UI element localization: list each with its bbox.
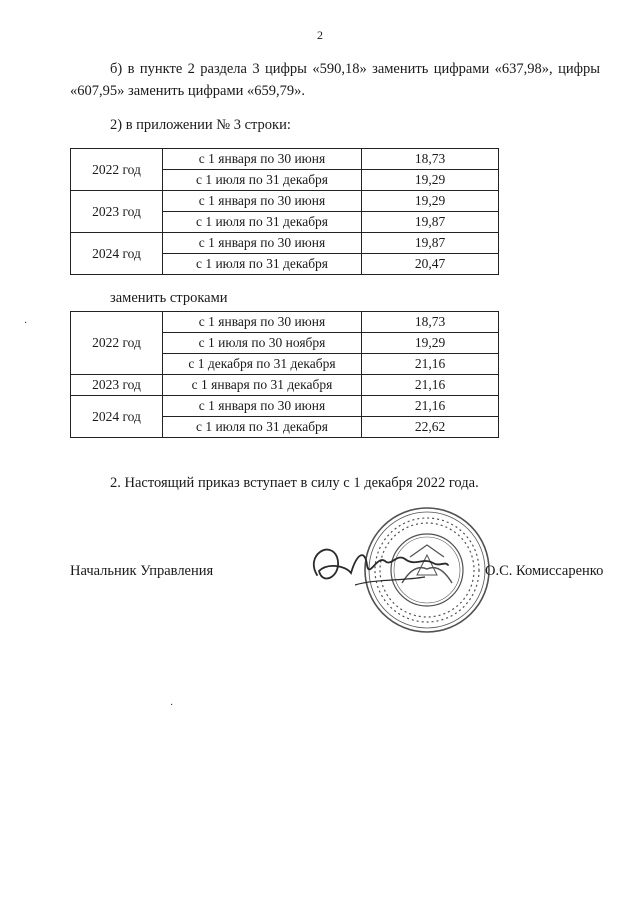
value-cell: 20,47 <box>362 254 499 275</box>
effective-date-clause: 2. Настоящий приказ вступает в силу с 1 декабря 2022 года. <box>110 475 479 491</box>
paragraph-b: б) в пункте 2 раздела 3 цифры «590,18» заменить цифрами «637,98», цифры «607,95» заменить цифрами «659,79». <box>70 61 600 99</box>
value-cell: 19,29 <box>362 191 499 212</box>
handwritten-signature <box>305 535 450 595</box>
value-cell: 22,62 <box>362 417 499 438</box>
signer-name: О.С. Комиссаренко <box>485 563 604 579</box>
year-cell: 2023 год <box>71 375 163 396</box>
year-cell: 2024 год <box>71 396 163 438</box>
stray-mark: · <box>24 318 28 329</box>
page-number: 2 <box>317 28 323 42</box>
period-cell: с 1 июля по 30 ноября <box>163 333 362 354</box>
value-cell: 19,29 <box>362 170 499 191</box>
replace-label: заменить строками <box>110 290 228 306</box>
value-cell: 19,29 <box>362 333 499 354</box>
period-cell: с 1 июля по 31 декабря <box>163 417 362 438</box>
old-rows-table <box>70 148 499 275</box>
table-row <box>71 375 499 396</box>
position-title: Начальник Управления <box>70 563 214 579</box>
year-cell: 2024 год <box>71 233 163 275</box>
period-cell: с 1 июля по 31 декабря <box>163 254 362 275</box>
table-row <box>71 191 499 212</box>
year-cell: 2023 год <box>71 191 163 233</box>
table-row <box>71 149 499 170</box>
period-cell: с 1 декабря по 31 декабря <box>163 354 362 375</box>
period-cell: с 1 июля по 31 декабря <box>163 212 362 233</box>
value-cell: 19,87 <box>362 233 499 254</box>
period-cell: с 1 января по 30 июня <box>163 233 362 254</box>
year-cell: 2022 год <box>71 149 163 191</box>
table-row <box>71 233 499 254</box>
new-rows-table <box>70 311 499 438</box>
table-row <box>71 396 499 417</box>
value-cell: 18,73 <box>362 149 499 170</box>
period-cell: с 1 января по 30 июня <box>163 312 362 333</box>
table-row <box>71 312 499 333</box>
period-cell: с 1 июля по 31 декабря <box>163 170 362 191</box>
value-cell: 18,73 <box>362 312 499 333</box>
year-cell: 2022 год <box>71 312 163 375</box>
period-cell: с 1 января по 30 июня <box>163 149 362 170</box>
stray-mark: · <box>170 700 174 711</box>
value-cell: 21,16 <box>362 396 499 417</box>
value-cell: 19,87 <box>362 212 499 233</box>
period-cell: с 1 января по 30 июня <box>163 191 362 212</box>
value-cell: 21,16 <box>362 375 499 396</box>
period-cell: с 1 января по 31 декабря <box>163 375 362 396</box>
period-cell: с 1 января по 30 июня <box>163 396 362 417</box>
paragraph-2: 2) в приложении № 3 строки: <box>110 117 291 133</box>
value-cell: 21,16 <box>362 354 499 375</box>
